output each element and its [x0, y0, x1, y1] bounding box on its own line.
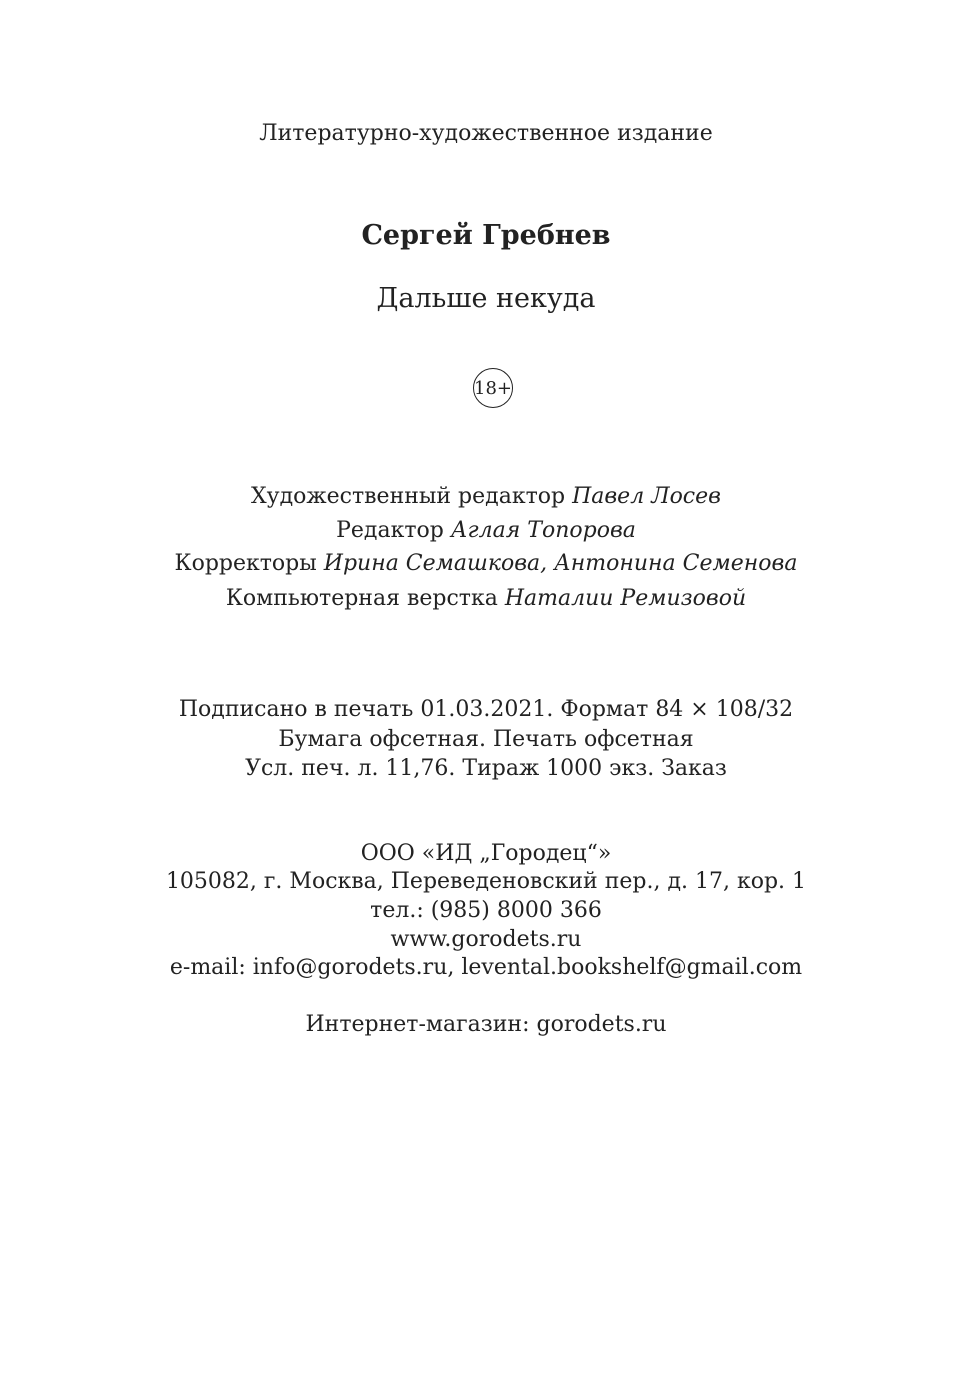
credit-person: Ирина Семашкова, Антонина Семенова: [323, 551, 798, 576]
edition-type: Литературно-художественное издание: [259, 121, 713, 146]
print-signed-format: Подписано в печать 01.03.2021. Формат 84 × 108/32: [178, 697, 794, 722]
print-run: Усл. печ. л. 11,76. Тираж 1000 экз. Заказ: [245, 756, 727, 781]
credit-art-editor: [0, 483, 972, 511]
credit-role: Редактор: [336, 518, 444, 543]
credit-role: Художественный редактор: [251, 484, 566, 509]
author-name: Сергей Гребнев: [361, 220, 611, 251]
credit-proofreaders: [0, 550, 972, 578]
publisher-address: 105082, г. Москва, Переведеновский пер., д. 17, кор. 1: [165, 869, 807, 894]
online-shop: Интернет-магазин: gorodets.ru: [305, 1012, 667, 1037]
credit-role: Компьютерная верстка: [225, 586, 498, 611]
age-rating-badge: 18+: [473, 368, 513, 408]
credit-person: Аглая Топорова: [450, 518, 636, 543]
credit-editor: [0, 517, 972, 545]
credit-person: Наталии Ремизовой: [504, 586, 747, 611]
credit-layout: [0, 585, 972, 613]
publisher-name: ООО «ИД „Городец“»: [360, 841, 612, 866]
publisher-website: www.gorodets.ru: [390, 927, 582, 952]
credit-person: Павел Лосев: [572, 484, 721, 509]
book-title: Дальше некуда: [376, 283, 596, 314]
publisher-email: e-mail: info@gorodets.ru, levental.bookshelf@gmail.com: [169, 955, 803, 980]
publisher-phone: тел.: (985) 8000 366: [370, 898, 602, 923]
credit-role: Корректоры: [174, 551, 317, 576]
print-paper: Бумага офсетная. Печать офсетная: [278, 727, 694, 752]
